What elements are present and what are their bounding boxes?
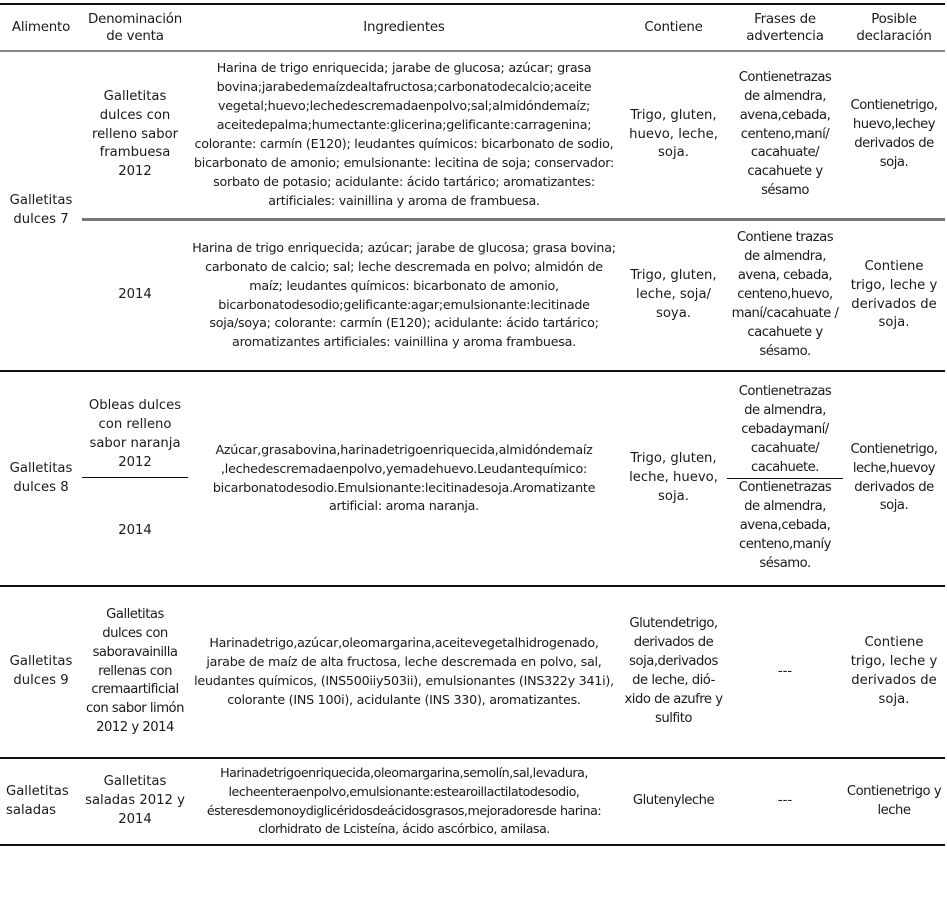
contiene-cell: Glutendetrigo, derivados de soja,derivados de leche, dió- xido de azufre y sulfito [624, 616, 723, 726]
alimento-cell: Galletitas saladas [6, 783, 69, 818]
denominacion-cell: Galletitas dulces con relleno sabor frambuesa 2012 [91, 88, 179, 180]
posible-cell: Contienetrigo y leche [846, 783, 942, 818]
denominacion-cell: Galletitas saladas 2012 y 2014 [85, 774, 185, 827]
header-denominacion: Denominación de venta [87, 11, 183, 44]
denominacion-cell: 2014 [82, 477, 188, 585]
header-alimento: Alimento [11, 20, 71, 35]
table-row [82, 221, 945, 370]
posible-cell: Contienetrigo, huevo,lechey derivados de soja. [850, 98, 938, 170]
frases-cell: Contiene trazas de almendra, avena, cebada, centeno,huevo, maní/cacahuate / cacahuete y sésamo. [731, 230, 839, 359]
ingredientes-cell: Azúcar,grasabovina,harinadetrigoenriquecida,almidóndemaíz ,lechedescremadaenpolvo,yemadehuevo.Leudantequímico: bicarbonatodesodio.Emulsionante:lecitinadesoja.Aromatizante artificial: aroma naranja. [212, 441, 596, 514]
frases-stack [727, 372, 843, 585]
posible-cell: Contiene trigo, leche y derivados de soja. [850, 258, 938, 331]
ingredientes-cell: Harina de trigo enriquecida; jarabe de glucosa; azúcar; grasa bovina;jarabedemaízdealtafructosa;carbonatodecalcio;aceite vegetal;huevo;lechedescremadaenpolvo;sal;almidóndemaíz; aceitedepalma;humectante:glicerina;gelificante:carragenina; colorante: carmín (E120); leudantes químicos: bicarbonato de sodio, bicarbonato de amonio; emulsionante: lecitina de soja; conservador: sorbato de potasio; acidulante: ácido tartárico; aromatizantes: artificiales: vainillina y aroma de frambuesa. [193, 60, 615, 208]
table-row-group [0, 372, 945, 587]
posible-cell: Contiene trigo, leche y derivados de soja. [850, 635, 938, 707]
header-posible: Posible declaración [856, 11, 932, 44]
allergen-table [0, 3, 945, 846]
denominacion-cell: Galletitas dulces con saboravainilla rellenas con cremaartificial con sabor limón 2012 y 2014 [86, 606, 184, 736]
frases-cell: --- [777, 793, 793, 809]
table-row-group [0, 52, 945, 372]
table-header [0, 5, 945, 52]
ingredientes-cell: Harinadetrigoenriquecida,oleomargarina,semolín,sal,levadura, lecheenteraenpolvo,emulsionante:estearoillactilatodesodio, ésteresdemonoydiglicéridosdeácidosgrasos,mejoradoresde harina: clorhidrato de Lcisteína, ácido ascórbico, amilasa. [206, 764, 602, 837]
frases-cell: Contienetrazas de almendra, cebadaymaní/ cacahuate/ cacahuete. [738, 384, 832, 476]
denominacion-stack [82, 372, 188, 585]
table-row [82, 52, 945, 221]
header-frases: Frases de advertencia [746, 11, 824, 44]
denominacion-cell: Obleas dulces con relleno sabor naranja 2012 [88, 398, 182, 471]
header-ingredientes: Ingredientes [363, 20, 445, 35]
posible-cell: Contienetrigo, leche,huevoy derivados de soja. [850, 441, 938, 514]
frases-cell: --- [777, 663, 793, 679]
header-contiene: Contiene [644, 20, 703, 35]
contiene-cell: Trigo, gluten, huevo, leche, soja. [629, 107, 718, 161]
contiene-cell: Trigo, gluten, leche, huevo, soja. [629, 451, 718, 504]
denominacion-cell: 2014 [118, 287, 152, 303]
ingredientes-cell: Harinadetrigo,azúcar,oleomargarina,aceitevegetalhidrogenado, jarabe de maíz de alta fructosa, leche descremada en polvo, sal, leudantes químicos, (INS500iiy503ii), emulsionantes (INS322y 341i), colorante (INS 100i), acidulante (INS 330), aromatizantes. [194, 635, 614, 707]
contiene-cell: Trigo, gluten, leche, soja/ soya. [630, 268, 717, 321]
frases-cell: Contienetrazas de almendra, avena,cebada, centeno,maníy sésamo. [727, 478, 843, 585]
table-row [0, 759, 945, 846]
frases-cell: Contienetrazas de almendra, avena,cebada, centeno,maní/ cacahuate/ cacahuete y sésamo [738, 69, 832, 199]
table-row [0, 587, 945, 759]
alimento-cell: Galletitas dulces 9 [9, 654, 73, 688]
alimento-cell: Galletitas dulces 8 [9, 460, 73, 495]
alimento-cell: Galletitas dulces 7 [9, 193, 73, 227]
ingredientes-cell: Harina de trigo enriquecida; azúcar; jarabe de glucosa; grasa bovina; carbonato de calcio; sal; leche descremada en polvo; almidón de maíz; leudantes químicos: bicarbonato de amonio, bicarbonatodesodio;gelificante:agar;emulsionante:lecitinade soja/soya; colorante: carmín (E120); acidulante: ácido tartárico; aromatizantes artificiales: vainillina y aroma frambuesa. [192, 239, 616, 350]
contiene-cell: Glutenyleche [632, 793, 715, 809]
